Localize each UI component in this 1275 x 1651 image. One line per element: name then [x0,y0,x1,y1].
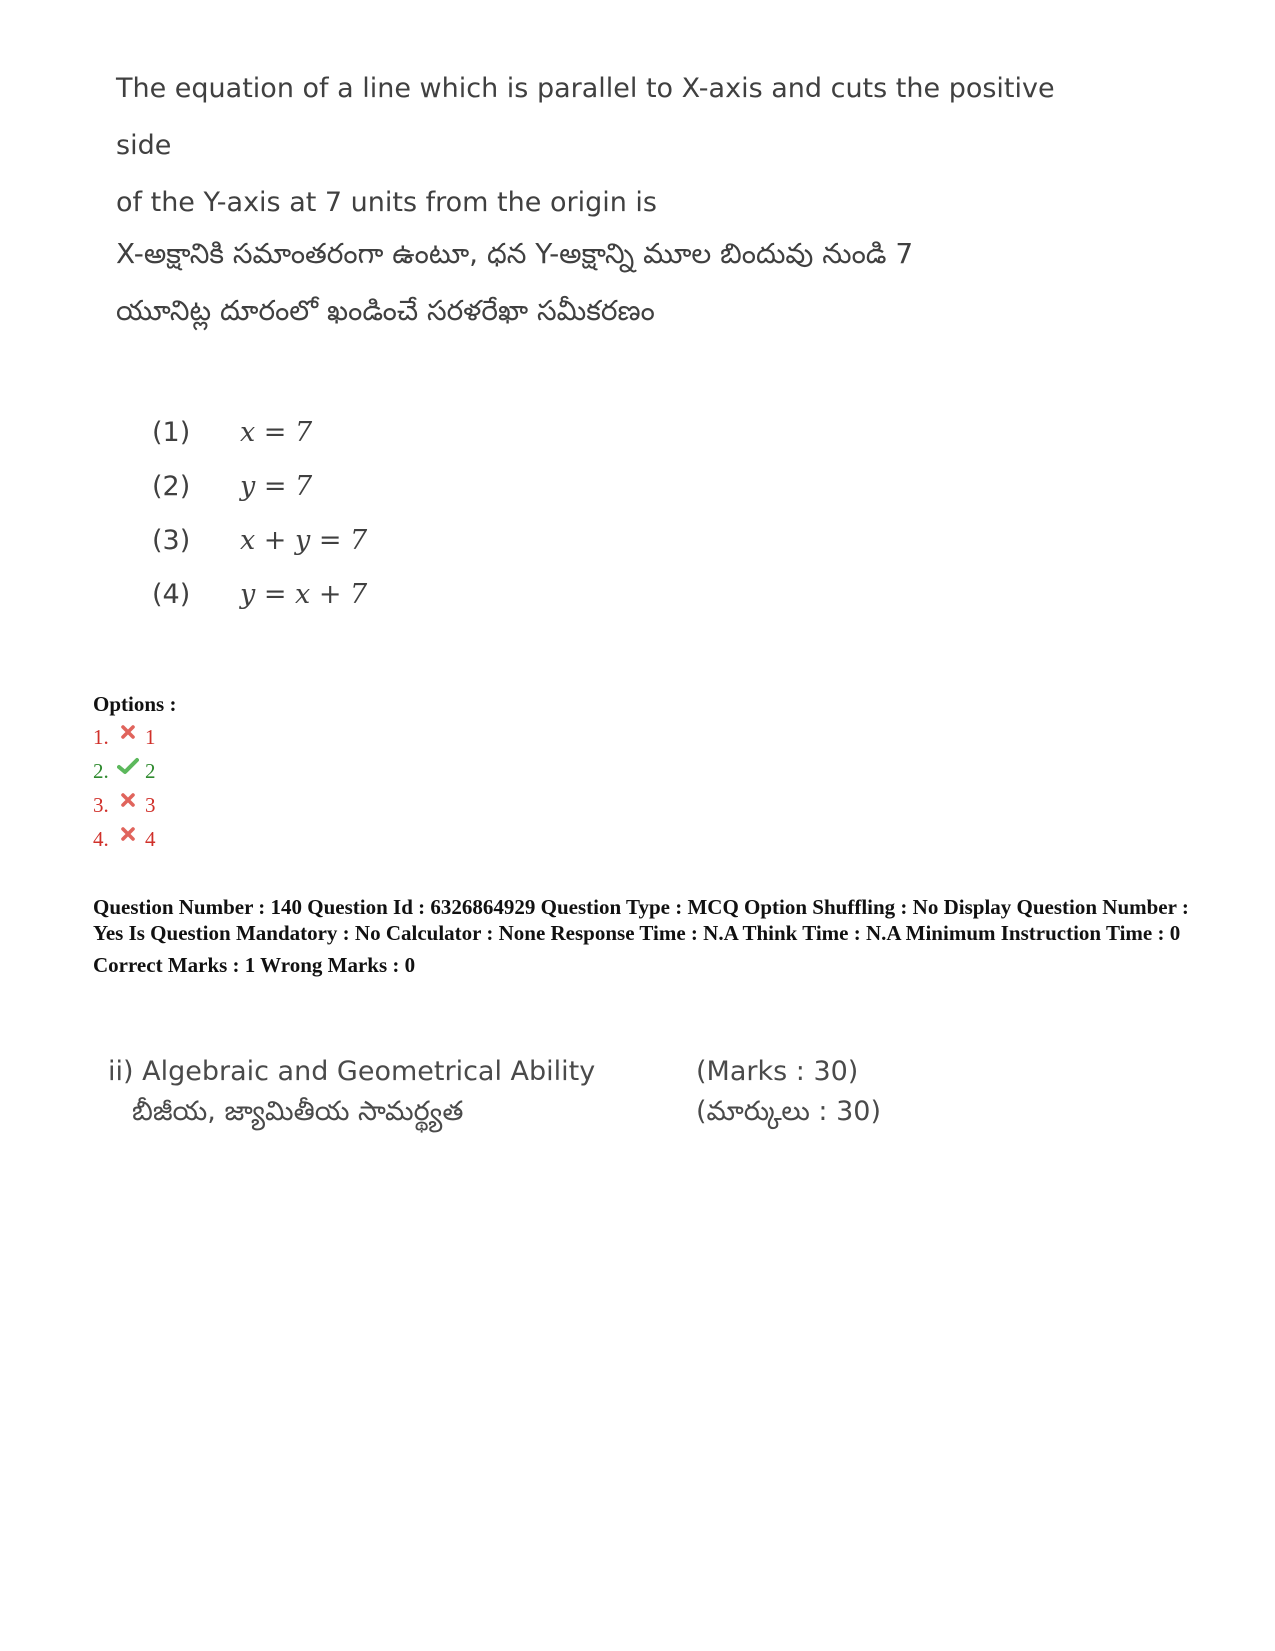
choice-3 [152,513,367,567]
choice-number: (2) [152,470,191,502]
option-index: 1. [93,725,109,749]
option-4 [93,822,176,856]
choice-1 [152,405,367,459]
option-1 [93,720,176,754]
check-icon [117,755,139,777]
option-value: 2 [145,759,156,783]
question-telugu-line-2: యూనిట్ల దూరంలో ఖండించే సరళరేఖా సమీకరణం [116,294,655,327]
choice-expression: x = 7 [240,416,313,448]
answer-choices [152,405,367,621]
section-marks-english: (Marks : 30) [696,1056,859,1087]
choice-number: (4) [152,578,191,610]
options-list [93,688,176,856]
question-metadata [93,894,1193,978]
options-title: Options : [93,692,177,716]
option-value: 4 [145,827,156,851]
section-row-english [108,1052,1108,1092]
question-telugu-line-1: X-అక్షానికి సమాంతరంగా ఉంటూ, ధన Y-అక్షాన్ని మూల బిందువు నుండి 7 [116,237,914,270]
choice-2 [152,459,367,513]
choice-expression: x + y = 7 [240,524,368,556]
option-3 [93,788,176,822]
cross-icon [117,789,139,811]
option-index: 3. [93,793,109,817]
option-2 [93,754,176,788]
question-details: Question Number : 140 Question Id : 6326864929 Question Type : MCQ Option Shuffling : No Display Question Number : Yes Is Question Mandatory : No Calculator : None Response Time : N.A Think Time : N.A Minimum Instruction Time : 0 [93,895,1189,945]
choice-expression: y = 7 [240,470,313,502]
section-header [108,1052,1108,1132]
choice-number: (3) [152,524,191,556]
option-index: 4. [93,827,109,851]
option-value: 1 [145,725,156,749]
section-title-telugu: బీజీయ, జ్యామితీయ సామర్థ్యత [132,1096,464,1127]
option-value: 3 [145,793,156,817]
cross-icon [117,823,139,845]
question-english-line-1: The equation of a line which is parallel to X-axis and cuts the positive side [116,73,1055,161]
question-english-line-2: of the Y-axis at 7 units from the origin is [116,187,657,218]
section-row-telugu [108,1092,1108,1132]
choice-number: (1) [152,416,191,448]
section-marks-telugu: (మార్కులు : 30) [696,1096,881,1127]
choice-expression: y = x + 7 [240,578,368,610]
choice-4 [152,567,367,621]
cross-icon [117,721,139,743]
option-index: 2. [93,759,109,783]
question-telugu [116,225,1076,339]
question-marks: Correct Marks : 1 Wrong Marks : 0 [93,953,416,977]
question-english [116,60,1076,231]
section-title-english: ii) Algebraic and Geometrical Ability [108,1056,596,1087]
